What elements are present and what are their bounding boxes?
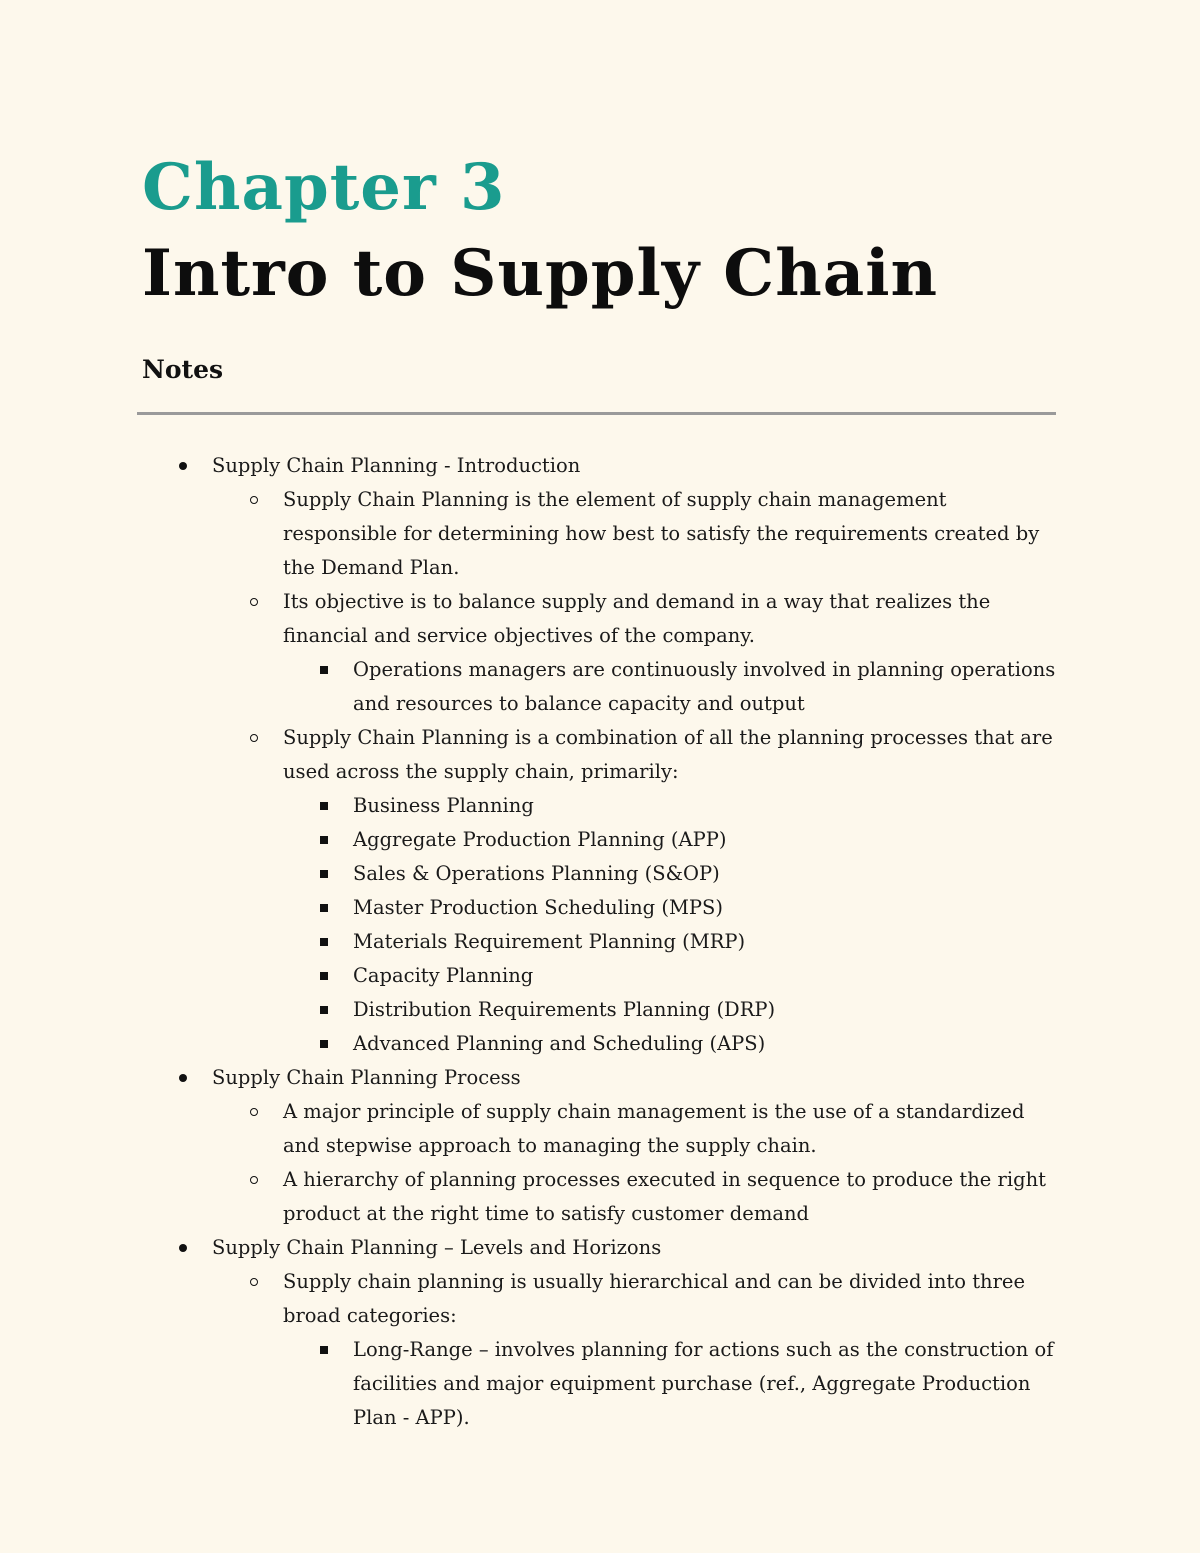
bullet-square-icon	[317, 1333, 331, 1367]
bullet-square-icon	[317, 789, 331, 823]
section-heading-text: Supply Chain Planning Process	[212, 1066, 521, 1089]
section-heading-text: Supply Chain Planning – Levels and Horizons	[212, 1236, 662, 1259]
note-subpoint	[0, 653, 1058, 721]
note-point-text: A hierarchy of planning processes executed in sequence to produce the right product at the right time to satisfy customer demand	[283, 1168, 1046, 1225]
note-point	[0, 585, 1058, 653]
note-subpoint	[0, 1333, 1058, 1435]
note-subpoint-text: Materials Requirement Planning (MRP)	[353, 930, 746, 953]
note-subpoint-text: Sales & Operations Planning (S&OP)	[353, 862, 720, 885]
bullet-dot-icon	[176, 1061, 190, 1095]
bullet-dot-icon	[176, 449, 190, 483]
note-subpoint	[0, 1027, 1058, 1061]
note-subpoint	[0, 993, 1058, 1027]
notes-heading: Notes	[142, 355, 224, 384]
note-subpoint-text: Distribution Requirements Planning (DRP)	[353, 998, 776, 1021]
note-point-text: Supply Chain Planning is a combination of all the planning processes that are used across the supply chain, primarily:	[283, 726, 1053, 783]
horizontal-divider	[137, 412, 1056, 415]
note-subpoint-text: Master Production Scheduling (MPS)	[353, 896, 724, 919]
note-point	[0, 721, 1058, 789]
section-heading	[0, 1231, 1072, 1265]
note-subpoint	[0, 959, 1058, 993]
section-heading	[0, 449, 1072, 483]
note-point-text: Supply Chain Planning is the element of supply chain management responsible for determining how best to satisfy the requirements created by the Demand Plan.	[283, 488, 1040, 579]
note-point-text: Supply chain planning is usually hierarchical and can be divided into three broad categories:	[283, 1270, 1025, 1327]
bullet-square-icon	[317, 925, 331, 959]
note-subpoint	[0, 823, 1058, 857]
bullet-square-icon	[317, 823, 331, 857]
bullet-square-icon	[317, 891, 331, 925]
note-subpoint	[0, 891, 1058, 925]
section-heading-text: Supply Chain Planning - Introduction	[212, 454, 581, 477]
chapter-number: Chapter 3	[142, 150, 506, 225]
note-subpoint-text: Aggregate Production Planning (APP)	[353, 828, 727, 851]
note-subpoint-text: Capacity Planning	[353, 964, 534, 987]
note-subpoint-text: Business Planning	[353, 794, 534, 817]
bullet-square-icon	[317, 993, 331, 1027]
bullet-circle-icon	[246, 721, 262, 755]
bullet-square-icon	[317, 653, 331, 687]
bullet-circle-icon	[246, 585, 262, 619]
note-subpoint	[0, 925, 1058, 959]
note-point-text: Its objective is to balance supply and demand in a way that realizes the financial and service objectives of the company.	[283, 590, 991, 647]
note-point	[0, 483, 1058, 585]
bullet-circle-icon	[246, 483, 262, 517]
note-subpoint-text: Advanced Planning and Scheduling (APS)	[353, 1032, 766, 1055]
note-point	[0, 1095, 1058, 1163]
bullet-square-icon	[317, 857, 331, 891]
note-point	[0, 1265, 1058, 1333]
bullet-circle-icon	[246, 1265, 262, 1299]
note-point-text: A major principle of supply chain management is the use of a standardized and stepwise approach to managing the supply chain.	[283, 1100, 1025, 1157]
note-subpoint	[0, 857, 1058, 891]
note-point	[0, 1163, 1058, 1231]
bullet-square-icon	[317, 959, 331, 993]
section-heading	[0, 1061, 1072, 1095]
bullet-circle-icon	[246, 1095, 262, 1129]
note-subpoint-text: Operations managers are continuously involved in planning operations and resources to balance capacity and output	[353, 658, 1056, 715]
notes-list	[0, 449, 1072, 1435]
bullet-dot-icon	[176, 1231, 190, 1265]
bullet-square-icon	[317, 1027, 331, 1061]
note-subpoint	[0, 789, 1058, 823]
bullet-circle-icon	[246, 1163, 262, 1197]
chapter-title: Intro to Supply Chain	[142, 236, 939, 311]
note-subpoint-text: Long-Range – involves planning for actions such as the construction of facilities and major equipment purchase (ref., Aggregate Production Plan - APP).	[353, 1338, 1054, 1429]
